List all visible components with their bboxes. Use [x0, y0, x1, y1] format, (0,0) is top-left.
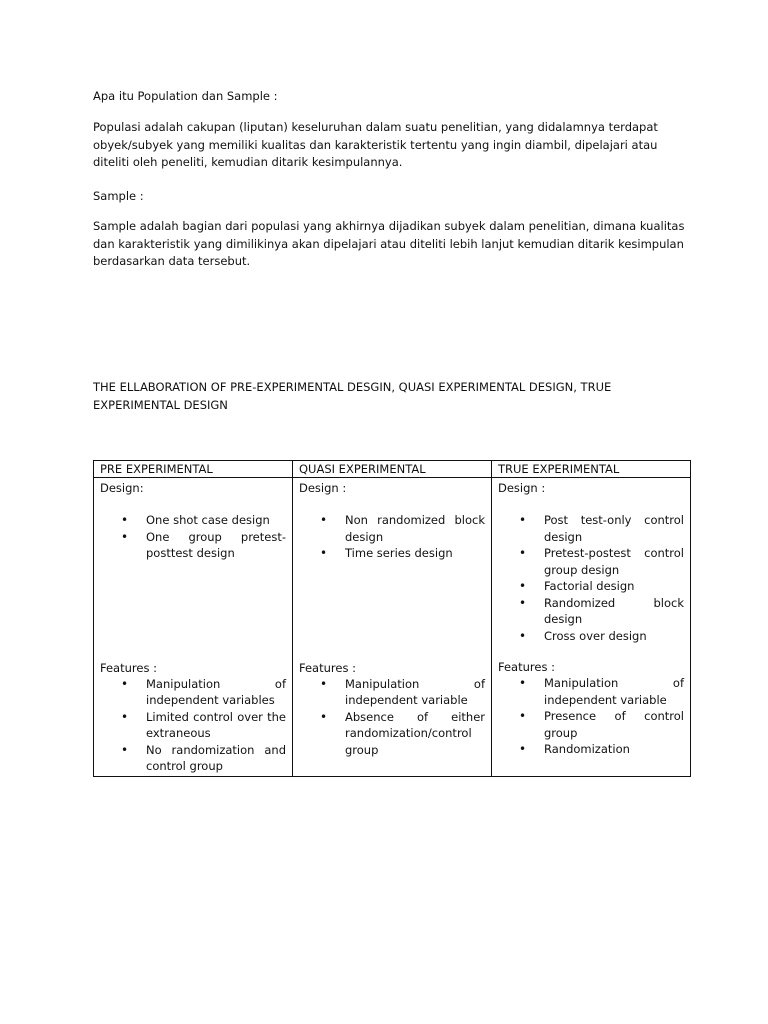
list-item: • Absence of either randomization/control group	[345, 709, 485, 759]
list-item: • Post test-only control design	[544, 512, 684, 545]
cell-quasi-experimental	[293, 478, 492, 777]
column-header-pre: PRE EXPERIMENTAL	[94, 461, 293, 478]
design-list	[498, 512, 684, 644]
list-item: • Manipulation of independent variables	[146, 676, 286, 709]
features-label: Features :	[100, 660, 157, 675]
features-label: Features :	[299, 660, 356, 675]
list-item: • Factorial design	[544, 578, 684, 595]
list-item: • One shot case design	[146, 512, 286, 529]
list-item: • Manipulation of independent variable	[544, 675, 684, 708]
design-comparison-table	[93, 460, 691, 777]
cell-pre-experimental	[94, 478, 293, 777]
sample-heading: Sample :	[93, 189, 144, 203]
design-label: Design :	[498, 481, 546, 495]
list-item: • Cross over design	[544, 628, 684, 645]
features-list	[299, 676, 485, 759]
list-item: • One group pretest-posttest design	[146, 529, 286, 562]
cell-true-experimental	[492, 478, 691, 777]
features-list	[498, 675, 684, 758]
list-item: • Limited control over the extraneous	[146, 709, 286, 742]
column-header-quasi: QUASI EXPERIMENTAL	[293, 461, 492, 478]
list-item: • No randomization and control group	[146, 742, 286, 775]
design-list	[100, 512, 286, 562]
page-title: Apa itu Population dan Sample :	[93, 89, 278, 103]
section-heading: THE ELLABORATION OF PRE-EXPERIMENTAL DESGIN, QUASI EXPERIMENTAL DESIGN, TRUE EXPERIMENTAL DESIGN	[93, 380, 612, 412]
table-header-row	[94, 461, 691, 478]
features-label: Features :	[498, 660, 555, 674]
list-item: • Presence of control group	[544, 708, 684, 741]
design-label: Design :	[299, 481, 347, 495]
list-item: • Pretest-postest control group design	[544, 545, 684, 578]
list-item: • Non randomized block design	[345, 512, 485, 545]
list-item: • Time series design	[345, 545, 485, 562]
list-item: • Manipulation of independent variable	[345, 676, 485, 709]
column-header-true: TRUE EXPERIMENTAL	[492, 461, 691, 478]
sample-paragraph: Sample adalah bagian dari populasi yang akhirnya dijadikan subyek dalam penelitian, dimana kualitas dan karakteristik yang dimilikinya akan dipelajari atau diteliti lebih lanjut kemudian ditarik kesimpulan berdasarkan data tersebut.	[93, 219, 685, 268]
features-list	[100, 676, 286, 775]
table-row	[94, 478, 691, 777]
list-item: • Randomization	[544, 741, 684, 758]
design-list	[299, 512, 485, 562]
list-item: • Randomized block design	[544, 595, 684, 628]
design-label: Design:	[100, 481, 144, 495]
population-paragraph: Populasi adalah cakupan (liputan) keseluruhan dalam suatu penelitian, yang didalamnya terdapat obyek/subyek yang memiliki kualitas dan karakteristik tertentu yang ingin diambil, dipelajari atau diteliti oleh peneliti, kemudian ditarik kesimpulannya.	[93, 120, 658, 169]
